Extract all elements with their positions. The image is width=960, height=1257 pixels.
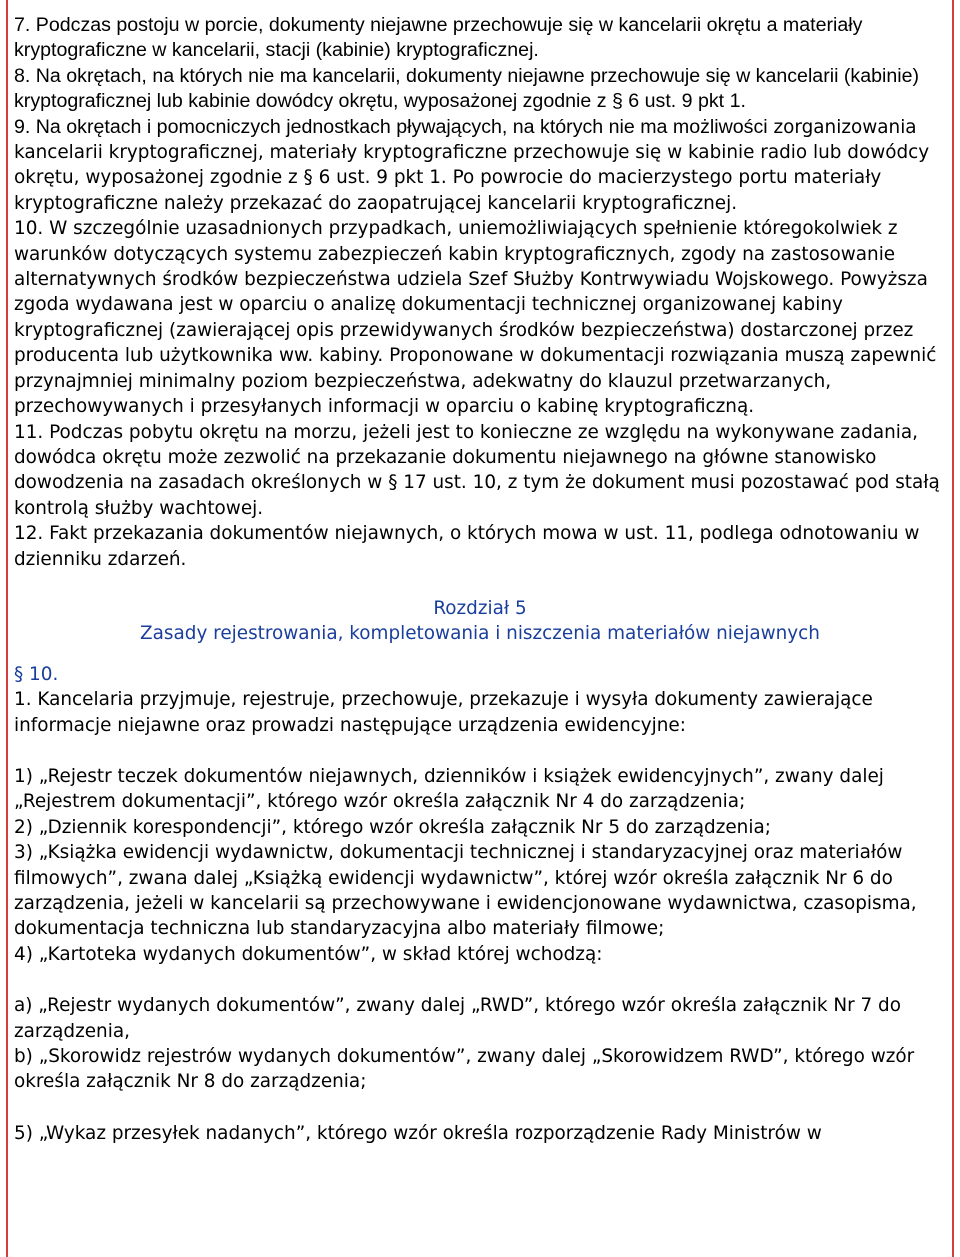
chapter-title: Zasady rejestrowania, kompletowania i niszczenia materiałów niejawnych [140,623,820,645]
chapter-number: Rozdział 5 [433,597,527,619]
section-mark: § 10. [14,663,59,685]
list-item-5: 5) „Wykaz przesyłek nadanych”, którego wzór określa rozporządzenie Rady Ministrów w [14,1122,822,1144]
list-item-4: 4) „Kartoteka wydanych dokumentów”, w skład której wchodzą: [14,943,603,965]
sub-item-b: b) „Skorowidz rejestrów wydanych dokumentów”, zwany dalej „Skorowidzem RWD”, którego wzór określa załącznik Nr 8 do zarządzenia; [14,1046,915,1093]
paragraph-10: 10. W szczególnie uzasadnionych przypadkach, uniemożliwiających spełnienie któregokolwiek z warunków dotyczących systemu zabezpieczeń kabin kryptograficznych, zgody na zastosowanie alternatywnych środków bezpieczeństwa udziela Szef Służby Kontrwywiadu Wojskowego. Powyższa zgoda wydawana jest w oparciu o analizę dokumentacji technicznej organizowanej kabiny kryptograficznej (zawierającej opis przewidywanych środków bezpieczeństwa) dostarczonej przez producenta lub użytkownika ww. kabiny. Proponowane w dokumentacji rozwiązania muszą zapewnić przynajmniej minimalny poziom bezpieczeństwa, adekwatny do klauzul przetwarzanych, przechowywanych i przesyłanych informacji w oparciu o kabinę kryptograficzną. [14,218,937,418]
list-item-2: 2) „Dziennik korespondencji”, którego wzór określa załącznik Nr 5 do zarządzenia; [14,816,771,838]
list-item-3: 3) „Książka ewidencji wydawnictw, dokumentacji technicznej i standaryzacyjnej oraz materiałów filmowych”, zwana dalej „Książką ewidencji wydawnictw”, której wzór określa załącznik Nr 6 do zarządzenia, jeżeli w kancelarii są przechowywane i ewidencjonowane wydawnictwa, czasopisma, dokumentacja techniczna lub standaryzacyjna albo materiały filmowe; [14,842,917,940]
paragraph-7: 7. Podczas postoju w porcie, dokumenty niejawne przechowuje się w kancelarii okrętu a materiały kryptograficzne w kancelarii, stacji (kabinie) kryptograficznej. [14,14,863,62]
document-body [14,13,946,1146]
paragraph-12: 12. Fakt przekazania dokumentów niejawnych, o których mowa w ust. 11, podlega odnotowaniu w dzienniku zdarzeń. [14,523,920,570]
paragraph-11: 11. Podczas pobytu okrętu na morzu, jeżeli jest to konieczne ze względu na wykonywane zadania, dowódca okrętu może zezwolić na przekazanie dokumentu niejawnego na główne stanowisko dowodzenia na zasadach określonych w § 17 ust. 10, z tym że dokument musi pozostawać pod stałą kontrolą służby wachtowej. [14,421,940,519]
chapter-heading [14,596,946,647]
paragraph-9-start: 9. Na okrętach i pomocniczych jednostkach pływających, na których nie ma możliwości [14,115,768,138]
list-item-1: 1) „Rejestr teczek dokumentów niejawnych, dzienników i książek ewidencyjnych”, zwany dalej „Rejestrem dokumentacji”, którego wzór określa załącznik Nr 4 do zarządzenia; [14,765,884,813]
section-intro: 1. Kancelaria przyjmuje, rejestruje, przechowuje, przekazuje i wysyła dokumenty zawierające informacje niejawne oraz prowadzi następujące urządzenia ewidencyjne: [14,689,873,736]
sub-item-a: a) „Rejestr wydanych dokumentów”, zwany dalej „RWD”, którego wzór określa załącznik Nr 7 do zarządzenia, [14,995,901,1042]
paragraph-9 [14,115,946,217]
paragraph-9-rest: zorganizowania kancelarii kryptograficznej, materiały kryptograficzne przechowuje się w kabinie radio lub dowódcy okrętu, wyposażonej zgodnie z § 6 ust. 9 pkt 1. Po powrocie do macierzystego portu materiały kryptograficzne należy przekazać do zaopatrującej kancelarii kryptograficznej. [14,116,930,214]
paragraph-8: 8. Na okrętach, na których nie ma kancelarii, dokumenty niejawne przechowuje się w kancelarii (kabinie) kryptograficznej lub kabinie dowódcy okrętu, wyposażonej zgodnie z § 6 ust. 9 pkt 1. [14,64,920,113]
